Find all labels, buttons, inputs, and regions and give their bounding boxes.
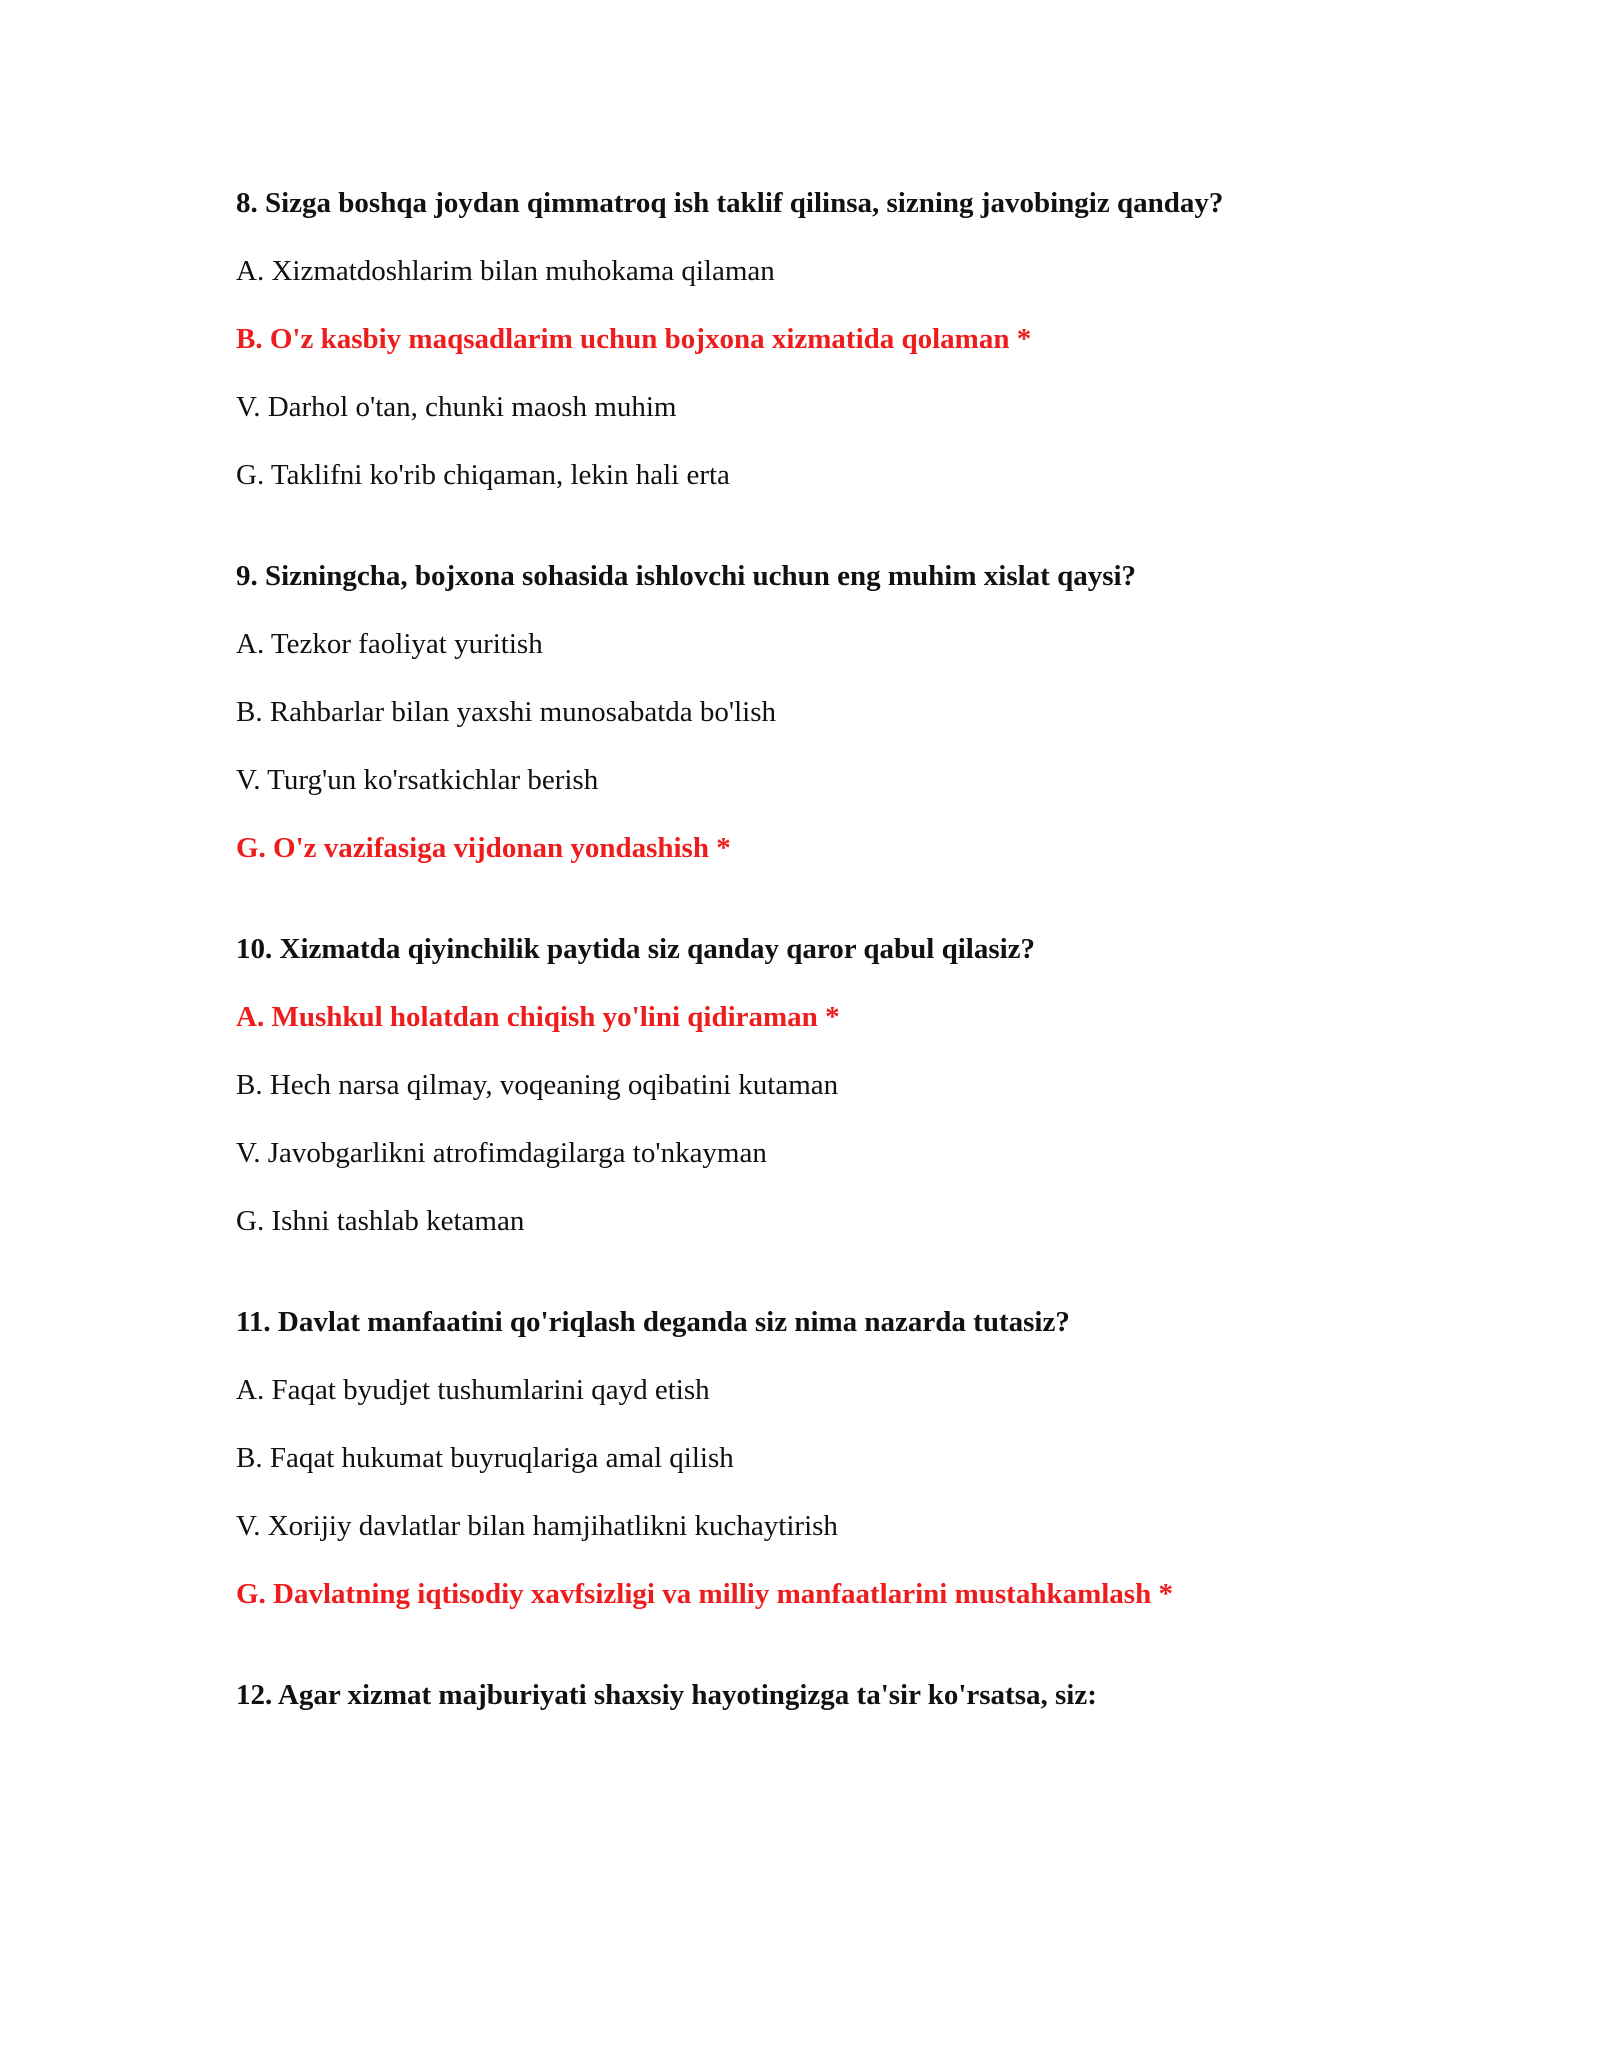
document-page: [236, 186, 1436, 1779]
option-g: G. Ishni tashlab ketaman: [236, 1205, 525, 1237]
option-g: G. Taklifni ko'rib chiqaman, lekin hali erta: [236, 459, 730, 491]
option-v: V. Darhol o'tan, chunki maosh muhim: [236, 391, 677, 423]
question-11: [236, 1305, 1436, 1611]
question-text: 10. Xizmatda qiyinchilik paytida siz qanday qaror qabul qilasiz?: [236, 933, 1036, 965]
question-12: [236, 1678, 1436, 1712]
option-a-correct: A. Mushkul holatdan chiqish yo'lini qidiraman *: [236, 1001, 840, 1033]
option-a: A. Xizmatdoshlarim bilan muhokama qilaman: [236, 255, 775, 287]
question-8: [236, 186, 1436, 492]
option-v: V. Javobgarlikni atrofimdagilarga to'nkayman: [236, 1137, 767, 1169]
option-v: V. Xorijiy davlatlar bilan hamjihatlikni kuchaytirish: [236, 1510, 838, 1542]
option-v: V. Turg'un ko'rsatkichlar berish: [236, 764, 599, 796]
option-b-correct: B. O'z kasbiy maqsadlarim uchun bojxona xizmatida qolaman *: [236, 323, 1032, 355]
option-b: B. Faqat hukumat buyruqlariga amal qilish: [236, 1442, 734, 1474]
question-text: 9. Sizningcha, bojxona sohasida ishlovchi uchun eng muhim xislat qaysi?: [236, 560, 1137, 592]
question-text: 8. Sizga boshqa joydan qimmatroq ish taklif qilinsa, sizning javobingiz qanday?: [236, 187, 1224, 219]
option-a: A. Tezkor faoliyat yuritish: [236, 628, 543, 660]
option-b: B. Rahbarlar bilan yaxshi munosabatda bo'lish: [236, 696, 777, 728]
option-a: A. Faqat byudjet tushumlarini qayd etish: [236, 1374, 710, 1406]
question-10: [236, 932, 1436, 1238]
question-text: 11. Davlat manfaatini qo'riqlash deganda siz nima nazarda tutasiz?: [236, 1306, 1070, 1338]
option-g-correct: G. O'z vazifasiga vijdonan yondashish *: [236, 832, 731, 864]
question-9: [236, 559, 1436, 865]
option-b: B. Hech narsa qilmay, voqeaning oqibatini kutaman: [236, 1069, 839, 1101]
option-g-correct: G. Davlatning iqtisodiy xavfsizligi va milliy manfaatlarini mustahkamlash *: [236, 1578, 1173, 1610]
question-text: 12. Agar xizmat majburiyati shaxsiy hayotingizga ta'sir ko'rsatsa, siz:: [236, 1679, 1097, 1711]
